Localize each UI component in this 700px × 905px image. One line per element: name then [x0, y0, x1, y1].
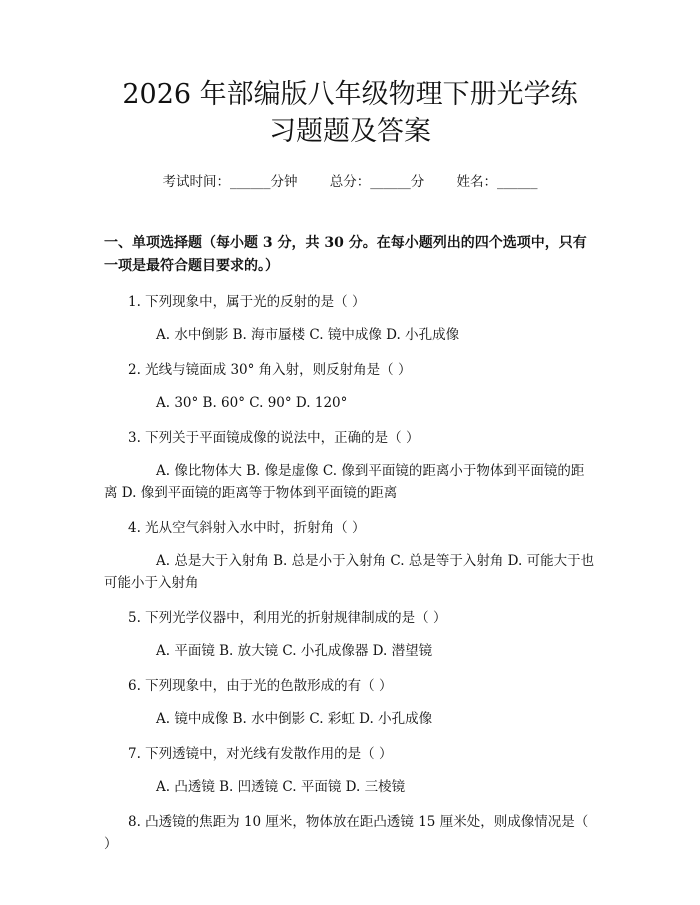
section-heading: 一、单项选择题（每小题 3 分，共 30 分。在每小题列出的四个选项中，只有一项是最符合题目要求的。）: [104, 235, 587, 274]
question-stem: 3. 下列关于平面镜成像的说法中，正确的是（ ）: [128, 430, 420, 446]
question-stem: 8. 凸透镜的焦距为 10 厘米，物体放在距凸透镜 15 厘米处，则成像情况是（ ）: [104, 814, 589, 852]
question-options: A. 像比物体大 B. 像是虚像 C. 像到平面镜的距离小于物体到平面镜的距离 D. 像到平面镜的距离等于物体到平面镜的距离: [104, 463, 585, 501]
question-stem: 5. 下列光学仪器中，利用光的折射规律制成的是（ ）: [128, 610, 447, 626]
question-options: A. 水中倒影 B. 海市蜃楼 C. 镜中成像 D. 小孔成像: [156, 327, 460, 343]
question-stem: 6. 下列现象中，由于光的色散形成的有（ ）: [128, 678, 393, 694]
question-options: A. 总是大于入射角 B. 总是小于入射角 C. 总是等于入射角 D. 可能大于也可能小于入射角: [104, 553, 595, 591]
question-stem: 1. 下列现象中，属于光的反射的是（ ）: [128, 294, 366, 310]
question-options: A. 镜中成像 B. 水中倒影 C. 彩虹 D. 小孔成像: [156, 711, 433, 727]
question-options: A. 平面镜 B. 放大镜 C. 小孔成像器 D. 潜望镜: [156, 643, 433, 659]
question-stem: 2. 光线与镜面成 30° 角入射，则反射角是（ ）: [128, 362, 412, 378]
question-stem: 4. 光从空气斜射入水中时，折射角（ ）: [128, 520, 366, 536]
question-options: A. 30° B. 60° C. 90° D. 120°: [156, 395, 348, 411]
question-stem: 7. 下列透镜中，对光线有发散作用的是（ ）: [128, 746, 393, 762]
total-score: 总分：______分: [329, 174, 425, 190]
document-title: 2026 年部编版八年级物理下册光学练习题题及答案: [122, 79, 578, 147]
student-name: 姓名：______: [456, 174, 538, 190]
exam-time: 考试时间：______分钟: [162, 174, 298, 190]
question-options: A. 凸透镜 B. 凹透镜 C. 平面镜 D. 三棱镜: [156, 779, 406, 795]
exam-info: [104, 170, 596, 190]
question-list: [104, 291, 596, 855]
